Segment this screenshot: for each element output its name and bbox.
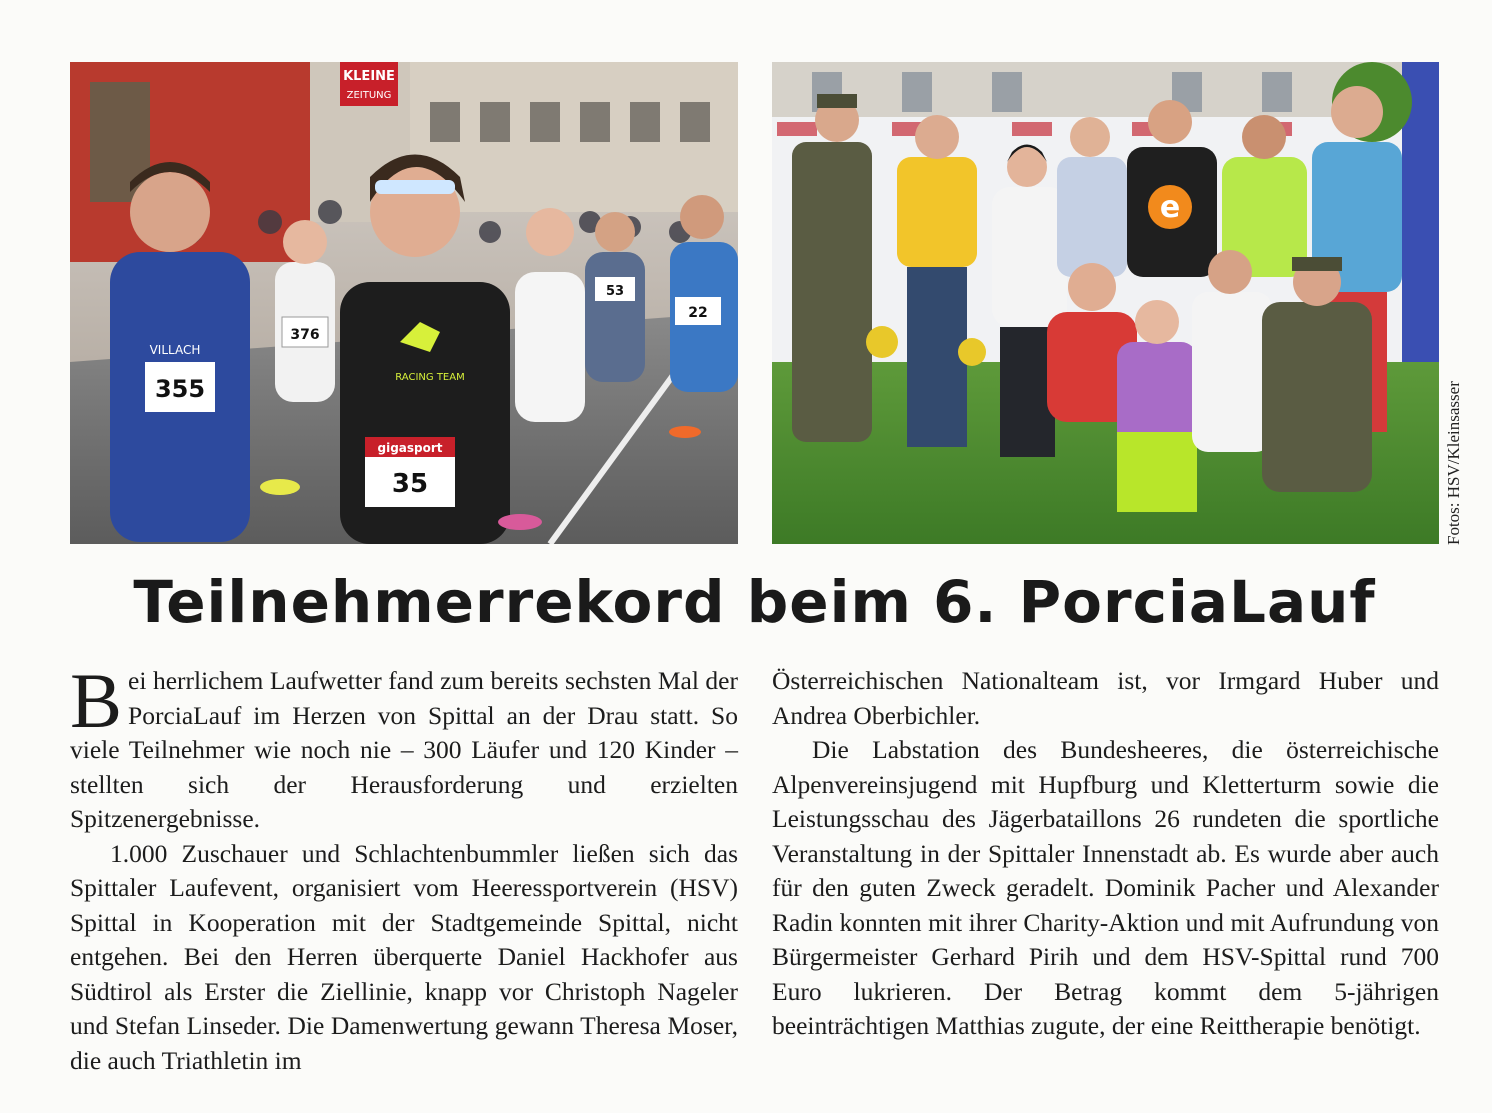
paragraph: Die Labstation des Bundesheeres, die österreichische Alpenvereinsjugend mit Hupfburg und Kletterturm sowie die Leistungsschau des Jägerbataillons 26 rundeten die sportliche Veranstaltung in der Spittaler Innenstadt ab. Es wurde aber auch für den guten Zweck geradelt. Dominik Pacher und Alexander Radin konnten mit ihrer Charity-Aktion und mit Aufrundung von Bürgermeister Gerhard Pirih und dem HSV-Spittal rund 700 Euro lukrieren. Der Betrag kommt dem 5-jährigen beeinträchtigen Matthias zugute, der eine Reittherapie benötigt. <box>772 735 1439 1040</box>
sponsor-logo: gigasport <box>377 441 443 455</box>
paragraph-text: ei herrlichem Laufwetter fand zum bereits sechsten Mal der PorciaLauf im Herzen von Spittal an der Drau statt. So viele Teilnehmer wie noch nie – 300 Läufer und 120 Kinder – stellten sich der Herausforderung und erzielten Spitzenergebnisse. <box>70 666 738 833</box>
photo-race-runners <box>70 62 738 544</box>
bib-number: 22 <box>688 305 708 321</box>
article-headline: Teilnehmerrekord beim 6. PorciaLauf <box>133 568 1376 636</box>
bib-number: 53 <box>605 284 625 299</box>
paragraph <box>70 657 738 837</box>
article-column-right <box>772 664 1439 1044</box>
shirt-text: RACING TEAM <box>395 372 465 383</box>
photo-group-participants <box>772 62 1439 544</box>
shirt-logo: e <box>1159 190 1181 225</box>
bib-number: 376 <box>290 327 320 343</box>
bib-number: 355 <box>154 375 206 403</box>
paragraph: 1.000 Zuschauer und Schlachtenbummler ließen sich das Spittaler Laufevent, organisiert vom Heeressportverein (HSV) Spittal in Kooperation mit der Stadtgemeinde Spittal, nicht entgehen. Bei den Herren überquerte Daniel Hackhofer aus Südtirol als Erster die Ziellinie, knapp vor Christoph Nageler und Stefan Linseder. Die Damenwertung gewann Theresa Moser, die auch Triathletin im <box>70 838 738 1075</box>
article-column-left <box>70 657 738 1078</box>
photo-credit: Fotos: HSV/Kleinsasser <box>1444 381 1463 545</box>
shirt-text: VILLACH <box>149 343 201 357</box>
banner-text: KLEINE <box>343 69 395 84</box>
paragraph: Österreichischen Nationalteam ist, vor Irmgard Huber und Andrea Oberbichler. <box>772 666 1439 730</box>
drop-cap: B <box>70 657 123 744</box>
banner-text: ZEITUNG <box>346 90 392 101</box>
bib-number: 35 <box>391 469 429 499</box>
